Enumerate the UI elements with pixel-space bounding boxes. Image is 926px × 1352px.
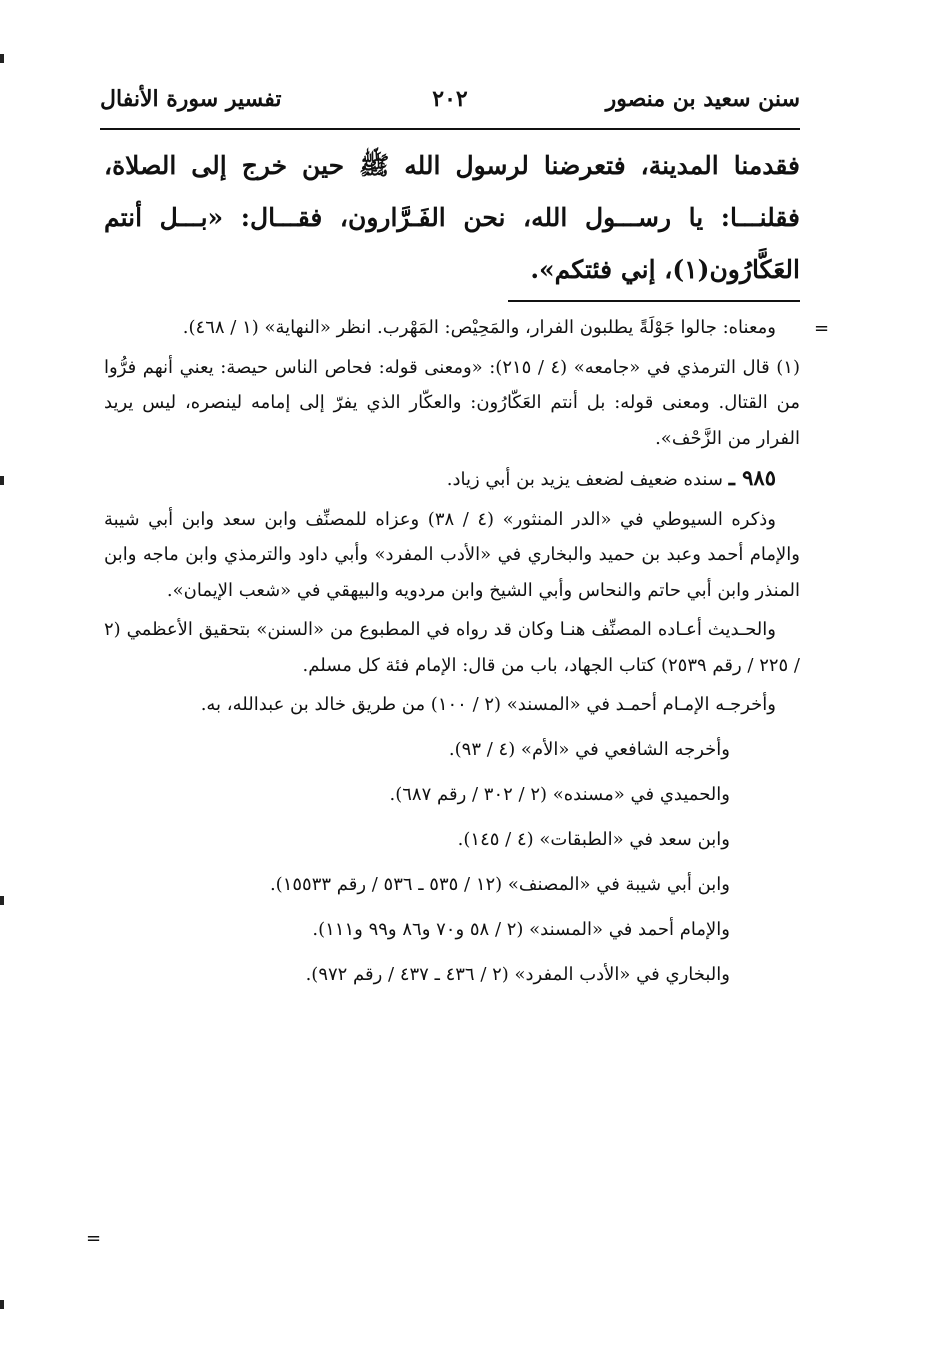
continuation-mark: = bbox=[814, 318, 830, 339]
scan-mark bbox=[0, 1300, 4, 1309]
paragraph-ahmad: وأخرجـه الإمـام أحمـد في «المسند» (٢ / ١٠٠) من طريق خالد بن عبدالله، به. bbox=[200, 694, 776, 715]
running-header bbox=[100, 86, 800, 126]
reference-list bbox=[104, 727, 730, 997]
reference-item: وابن أبي شيبة في «المصنف» (١٢ / ٥٣٥ ـ ٥٣٦ / رقم ١٥٥٣٣). bbox=[269, 873, 730, 895]
book-title: سنن سعيد بن منصور bbox=[605, 86, 800, 112]
hadith-commentary bbox=[104, 460, 800, 498]
footnote-1: (١) قال الترمذي في «جامعه» (٤ / ٢١٥): «ومعنى قوله: فحاص الناس حيصة: يعني أنهم فرُّوا من القتال. ومعنى قوله: بل أنتم العَكّارُون: والعكّار الذي يفرّ إلى إمامه لينصره، ليس يريد الفرار من الزَّحْف». bbox=[104, 356, 800, 449]
reference-item: والبخاري في «الأدب المفرد» (٢ / ٤٣٦ ـ ٤٣٧ / رقم ٩٧٢). bbox=[305, 963, 730, 985]
continued-note: ومعناه: جالوا جَوْلَةً يطلبون الفرار، والمَحِيْص: المَهْرب. انظر «النهاية» (١ / ٤٦٨). bbox=[182, 317, 776, 338]
paragraph-hadith-repeated: والحـديث أعـاده المصنِّف هنـا وكان قد رواه في المطبوع من «السنن» بتحقيق الأعظمي (٢ / ٢٢٥ / رقم ٢٥٣٩) كتاب الجهاد، باب من قال: الإمام فئة كل مسلم. bbox=[104, 619, 800, 676]
hadith-number: ٩٨٥ ـ bbox=[728, 465, 776, 490]
paragraph-suyuti: وذكره السيوطي في «الدر المنثور» (٤ / ٣٨) وعزاه للمصنِّف وابن سعد وابن أبي شيبة والإمام أحمد وعبد بن حميد والبخاري في «الأدب المفرد» وأبي داود والترمذي وابن ماجه وابن المنذر وابن أبي حاتم والنحاس وأبي الشيخ وابن مردويه والبيهقي في «شعب الإيمان». bbox=[104, 508, 800, 601]
hadith-note: سنده ضعيف لضعف يزيد بن أبي زياد. bbox=[446, 469, 723, 490]
reference-item: وابن سعد في «الطبقات» (٤ / ١٤٥). bbox=[457, 828, 730, 850]
section-title: تفسير سورة الأنفال bbox=[100, 86, 282, 112]
header-divider bbox=[100, 128, 800, 130]
footnote-divider bbox=[508, 300, 800, 302]
main-text: فقدمنا المدينة، فتعرضنا لرسول الله ﷺ حين خرج إلى الصلاة، فقلنـــا: يا رســـول الله، نحن الفَـرَّارون، فقـــال: «بـــل أنتم العَكَّارُون(١)، إني فئتكم». bbox=[104, 151, 800, 284]
scan-mark bbox=[0, 476, 4, 485]
reference-item: وأخرجه الشافعي في «الأم» (٤ / ٩٣). bbox=[448, 738, 730, 760]
reference-item: والإمام أحمد في «المسند» (٢ / ٥٨ و٧٠ و٨٦ و٩٩ و١١١). bbox=[312, 918, 730, 940]
notes-section bbox=[104, 310, 800, 997]
scan-mark bbox=[0, 54, 4, 63]
page-number: ٢٠٢ bbox=[432, 86, 468, 112]
reference-item: والحميدي في «مسنده» (٢ / ٣٠٢ / رقم ٦٨٧). bbox=[389, 783, 730, 805]
scan-mark bbox=[0, 896, 4, 905]
next-page-mark: = bbox=[86, 1228, 102, 1249]
